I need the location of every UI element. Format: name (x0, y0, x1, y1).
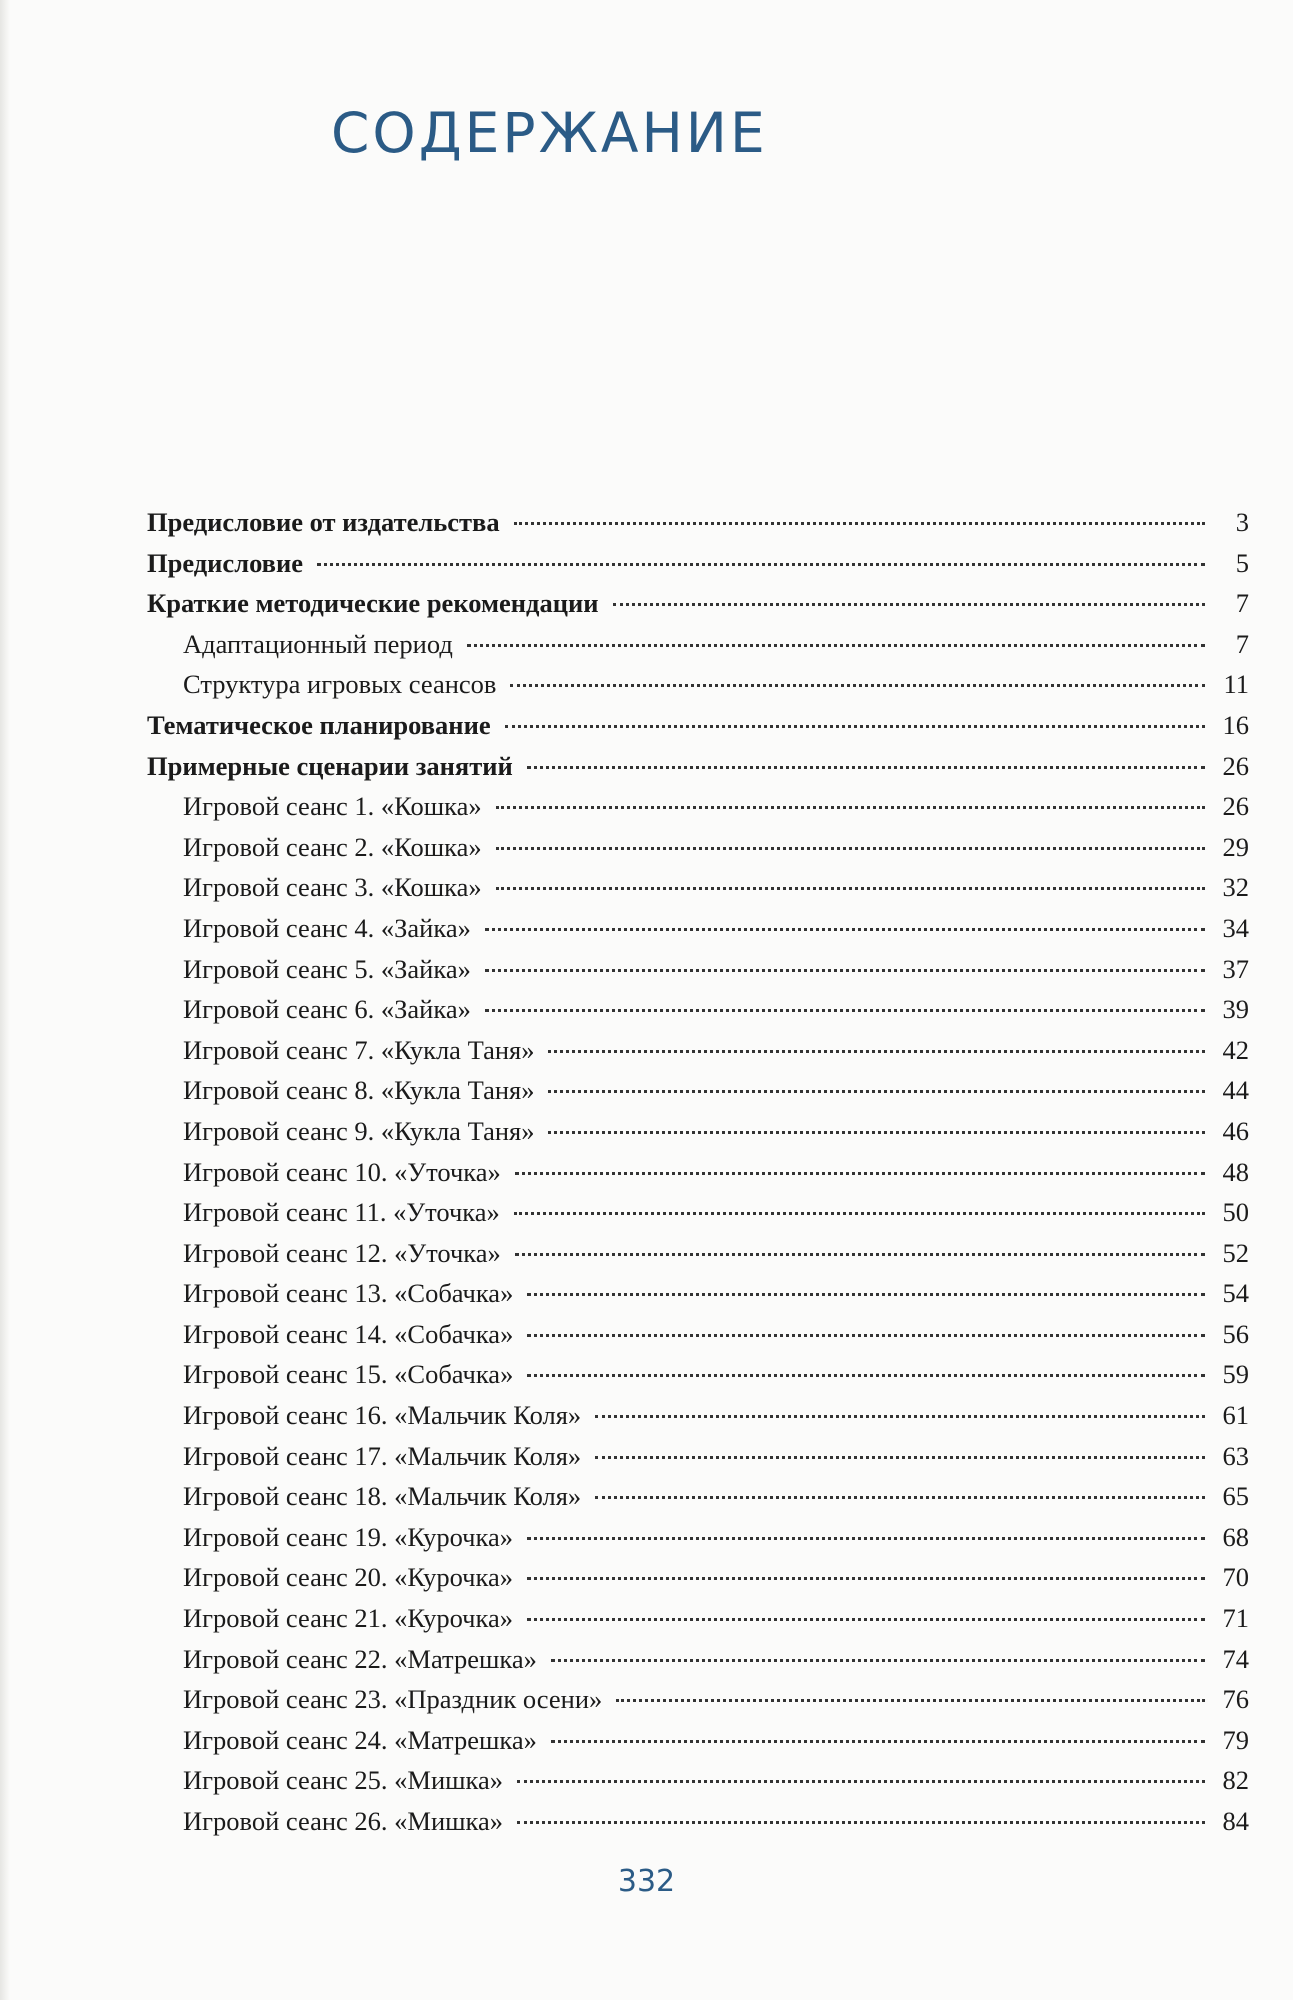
toc-entry-label: Игровой сеанс 23. «Праздник осени» (183, 1684, 603, 1715)
toc-entry-label: Игровой сеанс 7. «Кукла Таня» (183, 1034, 535, 1065)
toc-entry[interactable] (147, 1116, 1249, 1157)
dot-leader (551, 1659, 1205, 1662)
toc-entry[interactable] (147, 507, 1249, 548)
toc-entry[interactable] (147, 669, 1249, 710)
toc-entry[interactable] (147, 832, 1249, 873)
dot-leader (510, 684, 1205, 687)
toc-entry-page-number: 44 (1222, 1075, 1249, 1106)
toc-entry-label: Игровой сеанс 24. «Матрешка» (183, 1724, 537, 1755)
toc-entry-page-number: 50 (1222, 1197, 1249, 1228)
toc-entry-label: Структура игровых сеансов (183, 669, 497, 700)
toc-entry[interactable] (147, 1035, 1249, 1076)
toc-entry[interactable] (147, 1075, 1249, 1116)
dot-leader (595, 1456, 1205, 1459)
toc-entry-page-number: 48 (1222, 1156, 1249, 1187)
toc-entry-label: Игровой сеанс 13. «Собачка» (183, 1278, 514, 1309)
dot-leader (496, 847, 1205, 850)
toc-entry-label: Игровой сеанс 25. «Мишка» (183, 1765, 504, 1796)
toc-entry-page-number: 46 (1222, 1115, 1249, 1146)
toc-entry-page-number: 54 (1222, 1278, 1249, 1309)
dot-leader (616, 1699, 1205, 1702)
toc-entry[interactable] (147, 548, 1249, 589)
toc-entry[interactable] (147, 1603, 1249, 1644)
toc-entry-label: Игровой сеанс 9. «Кукла Таня» (183, 1115, 535, 1146)
toc-entry-label: Игровой сеанс 8. «Кукла Таня» (183, 1075, 535, 1106)
page-title: СОДЕРЖАНИЕ (331, 101, 768, 165)
toc-entry-label: Игровой сеанс 11. «Уточка» (183, 1197, 500, 1228)
dot-leader (467, 644, 1205, 647)
toc-entry[interactable] (147, 1522, 1249, 1563)
dot-leader (527, 766, 1205, 769)
dot-leader (496, 887, 1205, 890)
dot-leader (515, 1172, 1205, 1175)
toc-entry-label: Игровой сеанс 18. «Мальчик Коля» (183, 1481, 582, 1512)
toc-entry[interactable] (147, 1725, 1249, 1766)
toc-entry-label: Игровой сеанс 5. «Зайка» (183, 953, 471, 984)
toc-entry-page-number: 32 (1222, 872, 1249, 903)
toc-entry-page-number: 37 (1222, 953, 1249, 984)
toc-entry-page-number: 82 (1222, 1765, 1249, 1796)
dot-leader (485, 1009, 1205, 1012)
toc-entry-label: Примерные сценарии занятий (147, 750, 513, 781)
toc-entry[interactable] (147, 1765, 1249, 1806)
dot-leader (548, 1131, 1205, 1134)
toc-entry[interactable] (147, 1481, 1249, 1522)
toc-entry-page-number: 11 (1223, 669, 1249, 700)
toc-entry-page-number: 63 (1222, 1440, 1249, 1471)
toc-entry-label: Предисловие от издательства (147, 507, 500, 537)
toc-entry-label: Игровой сеанс 2. «Кошка» (183, 831, 482, 862)
dot-leader (485, 928, 1205, 931)
toc-entry[interactable] (147, 1359, 1249, 1400)
toc-entry[interactable] (147, 1319, 1249, 1360)
dot-leader (514, 522, 1205, 525)
toc-entry-page-number: 61 (1222, 1400, 1249, 1431)
toc-entry-page-number: 7 (1235, 588, 1249, 619)
toc-entry-label: Игровой сеанс 20. «Курочка» (183, 1562, 513, 1593)
toc-entry-page-number: 52 (1222, 1237, 1249, 1268)
toc-entry-label: Игровой сеанс 16. «Мальчик Коля» (183, 1400, 582, 1431)
toc-entry[interactable] (147, 629, 1249, 670)
dot-leader (527, 1374, 1205, 1377)
toc-entry-page-number: 26 (1222, 791, 1249, 822)
toc-entry-label: Краткие методические рекомендации (147, 588, 599, 619)
toc-entry-page-number: 59 (1222, 1359, 1249, 1390)
toc-entry-label: Игровой сеанс 10. «Уточка» (183, 1156, 501, 1187)
table-of-contents (147, 507, 1249, 1847)
dot-leader (613, 603, 1205, 606)
toc-entry-label: Игровой сеанс 1. «Кошка» (183, 791, 482, 822)
toc-entry-label: Игровой сеанс 15. «Собачка» (183, 1359, 514, 1390)
toc-entry-label: Игровой сеанс 21. «Курочка» (183, 1603, 513, 1634)
toc-entry-page-number: 79 (1222, 1724, 1249, 1755)
toc-entry-label: Игровой сеанс 4. «Зайка» (183, 912, 471, 943)
dot-leader (551, 1740, 1205, 1743)
toc-entry-page-number: 65 (1222, 1481, 1249, 1512)
toc-entry[interactable] (147, 1197, 1249, 1238)
dot-leader (595, 1415, 1205, 1418)
toc-entry-label: Игровой сеанс 12. «Уточка» (183, 1237, 501, 1268)
toc-entry[interactable] (147, 588, 1249, 629)
toc-entry-label: Игровой сеанс 17. «Мальчик Коля» (183, 1440, 582, 1471)
toc-entry[interactable] (147, 1562, 1249, 1603)
dot-leader (496, 806, 1205, 809)
toc-entry[interactable] (147, 1238, 1249, 1279)
dot-leader (317, 563, 1205, 566)
scan-edge-shadow (0, 0, 10, 2000)
dot-leader (517, 1780, 1205, 1783)
dot-leader (527, 1577, 1205, 1580)
toc-entry[interactable] (147, 872, 1249, 913)
dot-leader (548, 1090, 1205, 1093)
toc-entry[interactable] (147, 1644, 1249, 1685)
toc-entry[interactable] (147, 1400, 1249, 1441)
toc-entry[interactable] (147, 1278, 1249, 1319)
dot-leader (548, 1050, 1205, 1053)
toc-entry-page-number: 7 (1235, 628, 1249, 659)
toc-entry[interactable] (147, 1806, 1249, 1847)
toc-entry-label: Игровой сеанс 14. «Собачка» (183, 1318, 514, 1349)
toc-entry-page-number: 70 (1222, 1562, 1249, 1593)
page-number: 332 (617, 1864, 676, 1899)
toc-entry-page-number: 39 (1222, 994, 1249, 1025)
dot-leader (514, 1212, 1205, 1215)
toc-entry[interactable] (147, 913, 1249, 954)
toc-entry-label: Предисловие (147, 547, 303, 578)
toc-entry-page-number: 29 (1222, 831, 1249, 862)
dot-leader (505, 725, 1205, 728)
toc-entry[interactable] (147, 1684, 1249, 1725)
toc-entry-page-number: 34 (1222, 912, 1249, 943)
toc-entry-label: Игровой сеанс 3. «Кошка» (183, 872, 482, 903)
toc-entry[interactable] (147, 1157, 1249, 1198)
dot-leader (527, 1537, 1205, 1540)
toc-entry-page-number: 76 (1222, 1684, 1249, 1715)
toc-entry[interactable] (147, 1441, 1249, 1482)
dot-leader (527, 1293, 1205, 1296)
dot-leader (517, 1821, 1205, 1824)
toc-entry-page-number: 16 (1222, 709, 1249, 740)
toc-entry-page-number: 71 (1222, 1603, 1249, 1634)
toc-entry-label: Тематическое планирование (147, 709, 491, 740)
toc-entry-page-number: 74 (1222, 1643, 1249, 1674)
toc-entry[interactable] (147, 791, 1249, 832)
toc-entry-label: Игровой сеанс 22. «Матрешка» (183, 1643, 537, 1674)
dot-leader (527, 1334, 1205, 1337)
toc-entry[interactable] (147, 751, 1249, 792)
toc-entry-page-number: 26 (1222, 750, 1249, 781)
toc-entry-label: Игровой сеанс 6. «Зайка» (183, 994, 471, 1025)
dot-leader (595, 1496, 1205, 1499)
dot-leader (515, 1253, 1205, 1256)
toc-entry-label: Адаптационный период (183, 628, 453, 659)
toc-entry[interactable] (147, 710, 1249, 751)
dot-leader (485, 969, 1205, 972)
toc-entry-page-number: 42 (1222, 1034, 1249, 1065)
toc-entry-label: Игровой сеанс 19. «Курочка» (183, 1521, 513, 1552)
toc-entry-page-number: 56 (1222, 1318, 1249, 1349)
toc-entry-label: Игровой сеанс 26. «Мишка» (183, 1806, 504, 1836)
toc-entry-page-number: 5 (1235, 547, 1249, 578)
toc-entry[interactable] (147, 954, 1249, 995)
dot-leader (527, 1618, 1205, 1621)
toc-entry-page-number: 68 (1222, 1521, 1249, 1552)
toc-entry[interactable] (147, 994, 1249, 1035)
toc-entry-page-number: 3 (1235, 507, 1249, 537)
toc-entry-page-number: 84 (1222, 1806, 1249, 1836)
